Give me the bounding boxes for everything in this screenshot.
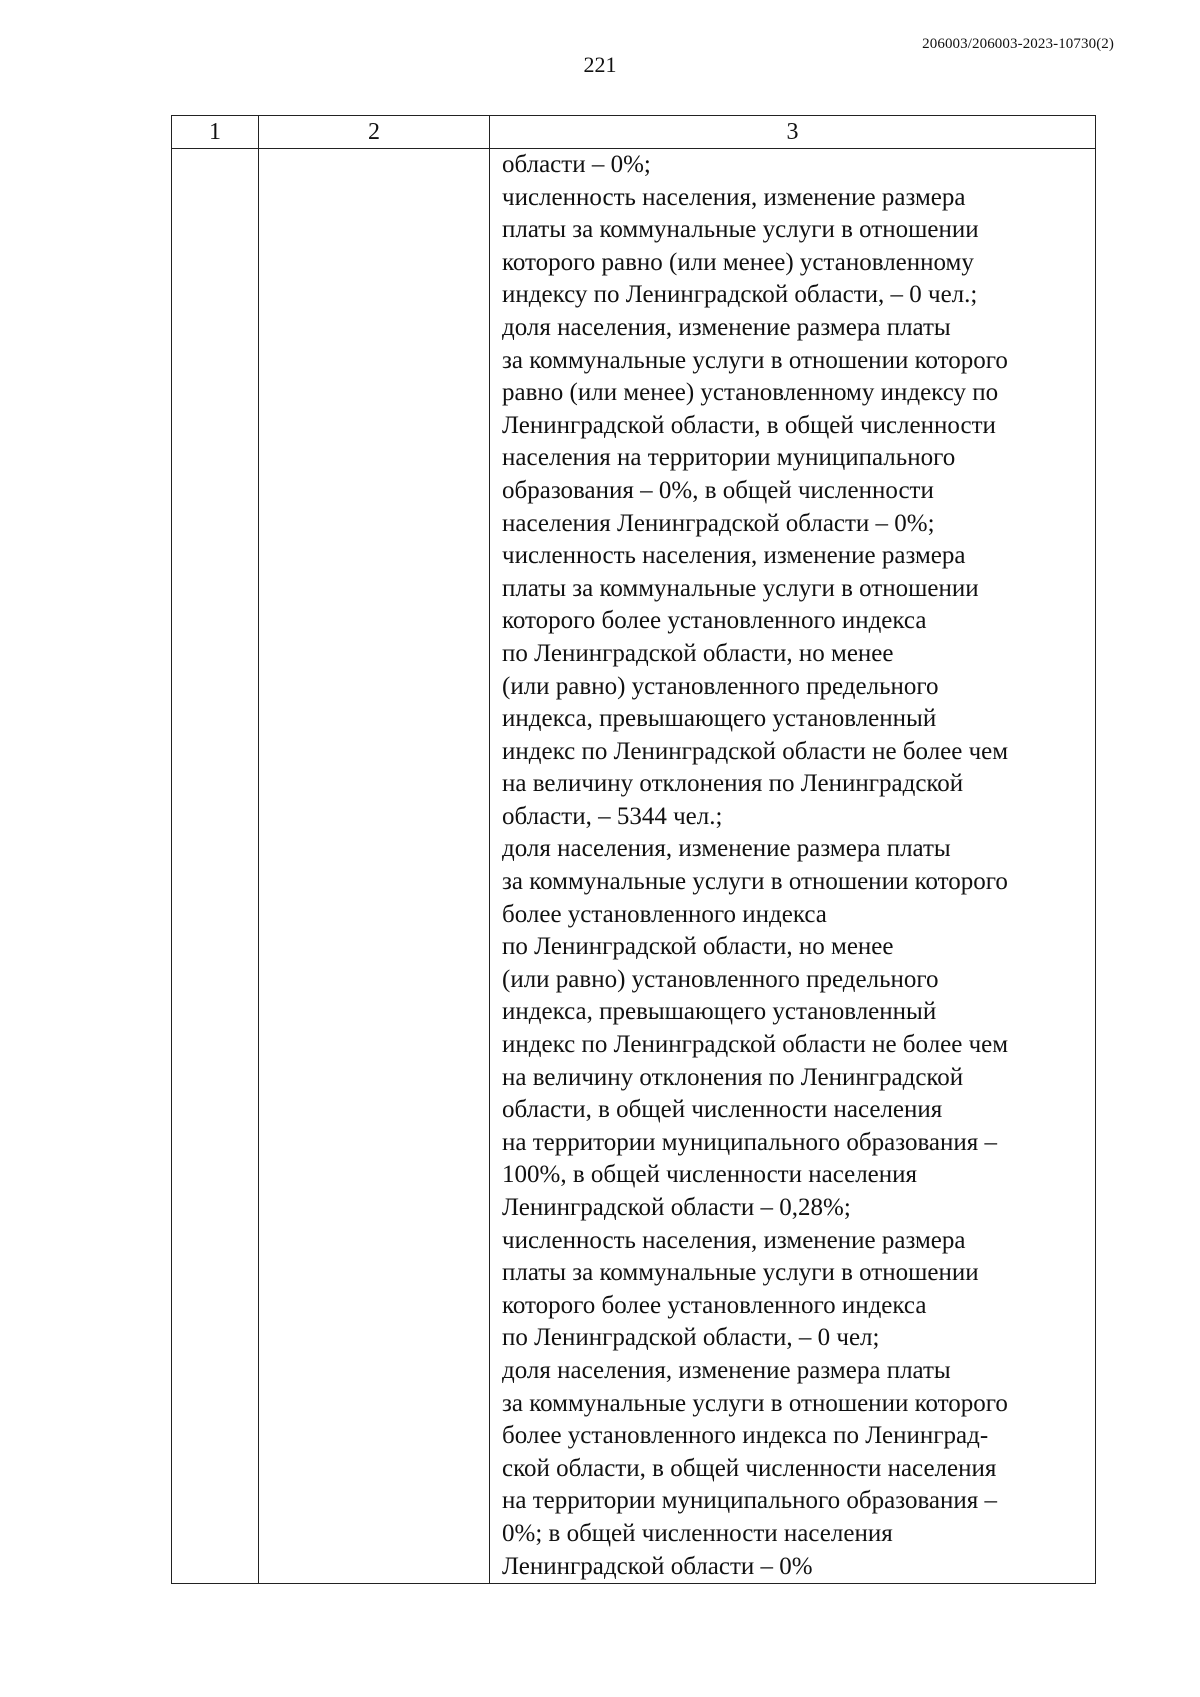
text-line: на территории муниципального образования – — [502, 1128, 998, 1156]
text-line: индексу по Ленинградской области, – 0 чел.; — [502, 281, 978, 309]
text-line: Ленинградской области, в общей численности — [502, 411, 996, 439]
text-line: индекс по Ленинградской области не более чем — [502, 737, 1009, 765]
column-header-2: 2 — [259, 116, 490, 149]
text-line: по Ленинградской области, но менее — [502, 933, 894, 961]
text-line: населения Ленинградской области – 0%; — [502, 509, 935, 537]
cell-col-1 — [172, 149, 259, 1584]
cell-col-3 — [490, 149, 1096, 1584]
text-line: области, в общей численности населения — [502, 1096, 943, 1124]
text-line: индекса, превышающего установленный — [502, 998, 937, 1026]
text-line: платы за коммунальные услуги в отношении — [502, 574, 979, 602]
text-line: за коммунальные услуги в отношении которого — [502, 346, 1008, 374]
column-header-3: 3 — [490, 116, 1096, 149]
cell-col-3-text — [490, 149, 1095, 1583]
text-line: Ленинградской области – 0,28%; — [502, 1194, 851, 1221]
text-line: за коммунальные услуги в отношении которого — [502, 1389, 1008, 1417]
text-line: более установленного индекса — [502, 900, 827, 928]
text-line: доля населения, изменение размера платы — [502, 835, 951, 863]
text-line: (или равно) установленного предельного — [502, 965, 939, 993]
text-line: платы за коммунальные услуги в отношении — [502, 216, 979, 244]
text-line: области, – 5344 чел.; — [502, 802, 723, 830]
text-line: платы за коммунальные услуги в отношении — [502, 1259, 979, 1287]
text-line: которого более установленного индекса — [502, 1291, 927, 1319]
text-line: более установленного индекса по Ленинград- — [502, 1422, 989, 1450]
text-line: по Ленинградской области, – 0 чел; — [502, 1324, 880, 1352]
text-line: за коммунальные услуги в отношении которого — [502, 868, 1008, 896]
text-line: Ленинградской области – 0% — [502, 1552, 813, 1580]
table-row — [172, 149, 1096, 1584]
text-line: населения на территории муниципального — [502, 444, 956, 472]
text-line: доля населения, изменение размера платы — [502, 313, 951, 341]
text-line: (или равно) установленного предельного — [502, 672, 939, 700]
text-line: области – 0%; — [502, 151, 651, 178]
text-line: численность населения, изменение размера — [502, 1226, 966, 1254]
text-line: которого равно (или менее) установленному — [502, 248, 974, 276]
text-line: образования – 0%, в общей численности — [502, 476, 934, 504]
text-line: численность населения, изменение размера — [502, 183, 966, 211]
text-line: 0%; в общей численности населения — [502, 1519, 893, 1547]
text-line: на величину отклонения по Ленинградской — [502, 770, 964, 798]
document-id: 206003/206003-2023-10730(2) — [922, 36, 1114, 52]
text-line: на величину отклонения по Ленинградской — [502, 1063, 964, 1091]
text-line: на территории муниципального образования – — [502, 1487, 998, 1515]
cell-col-2 — [259, 149, 490, 1584]
table-header-row — [172, 116, 1096, 149]
text-line: индекс по Ленинградской области не более чем — [502, 1031, 1009, 1059]
data-table — [171, 115, 1096, 1584]
column-header-1: 1 — [172, 116, 259, 149]
text-line: по Ленинградской области, но менее — [502, 639, 894, 667]
text-line: 100%, в общей численности населения — [502, 1161, 918, 1189]
text-line: ской области, в общей численности населения — [502, 1454, 997, 1482]
text-line: равно (или менее) установленному индексу по — [502, 379, 999, 407]
page-number: 221 — [583, 52, 617, 77]
text-line: индекса, превышающего установленный — [502, 705, 937, 733]
text-line: доля населения, изменение размера платы — [502, 1356, 951, 1384]
text-line: которого более установленного индекса — [502, 607, 927, 635]
text-line: численность населения, изменение размера — [502, 542, 966, 570]
